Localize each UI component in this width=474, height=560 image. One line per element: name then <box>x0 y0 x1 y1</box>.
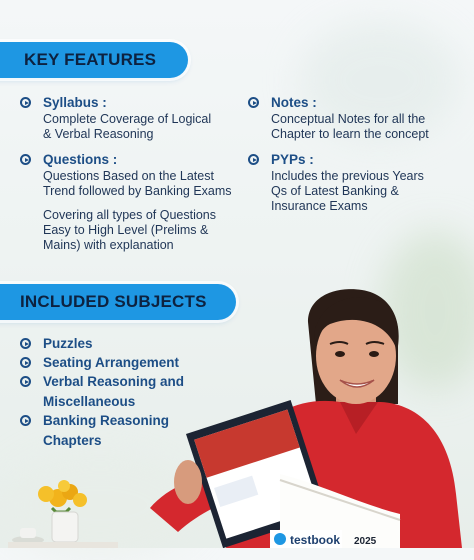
included-subjects-heading: INCLUDED SUBJECTS <box>0 284 236 320</box>
play-bullet-icon <box>20 97 31 108</box>
subject-item: Banking Reasoning <box>43 413 170 428</box>
feature-title: Syllabus : <box>43 95 107 110</box>
feature-desc: Conceptual Notes for all the Chapter to learn the concept <box>271 112 429 141</box>
play-bullet-icon <box>248 97 259 108</box>
play-bullet-icon <box>20 338 31 349</box>
book-year-text: 2025 <box>354 536 377 547</box>
feature-desc: Includes the previous Years Qs of Latest Banking & Insurance Exams <box>271 169 424 213</box>
feature-title: Questions : <box>43 152 118 167</box>
play-bullet-icon <box>20 376 31 387</box>
flower-pot-image <box>8 478 118 548</box>
student-with-book-image <box>130 284 474 548</box>
play-bullet-icon <box>248 154 259 165</box>
feature-desc: Complete Coverage of Logical & Verbal Reasoning <box>43 112 212 141</box>
key-features-heading: KEY FEATURES <box>0 42 188 78</box>
feature-desc: Questions Based on the Latest Trend followed by Banking Exams <box>43 169 232 198</box>
play-bullet-icon <box>20 357 31 368</box>
feature-pyps <box>248 152 474 214</box>
play-bullet-icon <box>20 415 31 426</box>
subject-item: Seating Arrangement <box>43 355 180 370</box>
subject-item: Verbal Reasoning and <box>43 374 185 389</box>
play-bullet-icon <box>20 154 31 165</box>
book-brand-text: testbook <box>290 533 341 547</box>
feature-title: Notes : <box>271 95 317 110</box>
subject-item: Miscellaneous <box>43 394 136 409</box>
subject-item: Chapters <box>43 433 102 448</box>
feature-title: PYPs : <box>271 152 314 167</box>
feature-desc-extra: Covering all types of Questions Easy to High Level (Prelims & Mains) with explanation <box>43 208 217 252</box>
feature-questions <box>20 152 246 253</box>
subject-item: Puzzles <box>43 336 93 351</box>
feature-notes <box>248 95 474 142</box>
feature-syllabus <box>20 95 250 142</box>
